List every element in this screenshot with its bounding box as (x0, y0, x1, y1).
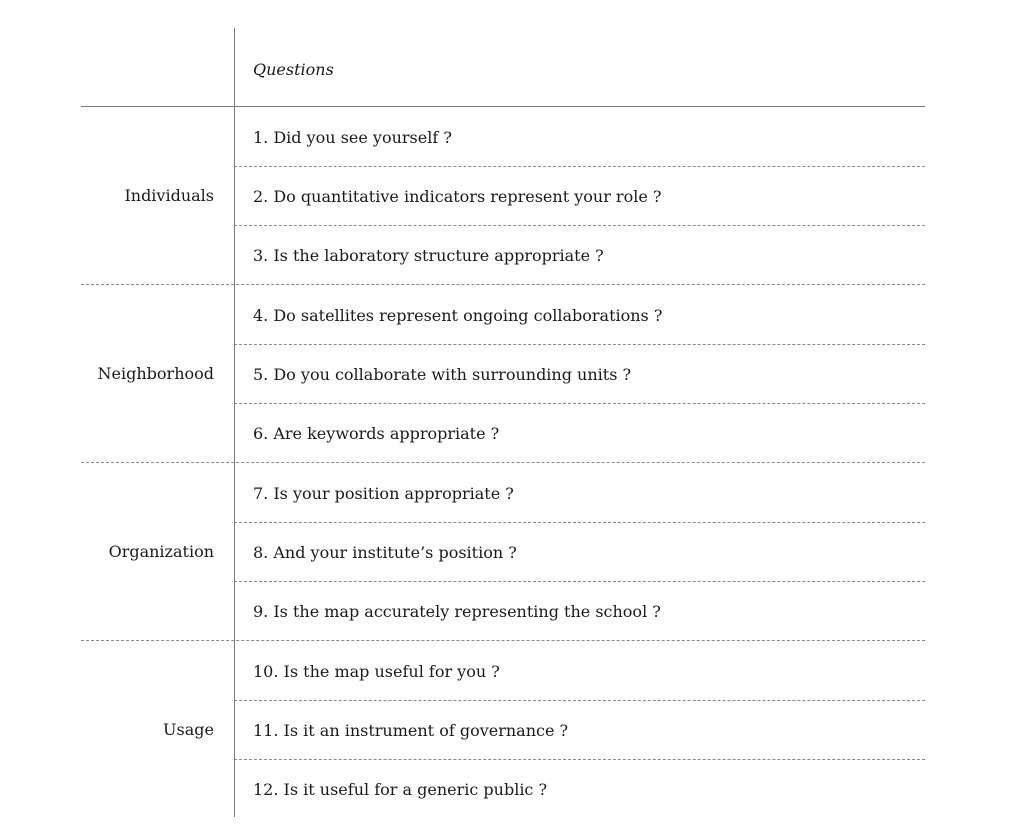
group-individuals (81, 107, 925, 285)
table-row (234, 700, 925, 760)
table-row (234, 403, 925, 462)
group-organization (81, 463, 925, 641)
question-text: 12. Is it useful for a generic public ? (253, 780, 548, 799)
question-text: 1. Did you see yourself ? (253, 128, 452, 147)
table-row (234, 759, 925, 818)
question-text: 2. Do quantitative indicators represent your role ? (253, 187, 662, 206)
table-row (234, 344, 925, 404)
group-label: Individuals (124, 186, 214, 205)
question-text: 10. Is the map useful for you ? (253, 662, 500, 681)
table-header-row (81, 28, 925, 107)
questions-column-header: Questions (253, 60, 334, 79)
question-text: 6. Are keywords appropriate ? (253, 424, 500, 443)
question-text: 7. Is your position appropriate ? (253, 484, 514, 503)
questions-table (81, 28, 925, 817)
group-usage (81, 641, 925, 819)
group-neighborhood (81, 285, 925, 463)
question-text: 5. Do you collaborate with surrounding units ? (253, 365, 632, 384)
table-row (234, 581, 925, 640)
question-text: 3. Is the laboratory structure appropriate ? (253, 246, 604, 265)
column-divider (234, 28, 235, 817)
question-text: 9. Is the map accurately representing the school ? (253, 602, 661, 621)
group-label: Neighborhood (97, 364, 214, 383)
question-text: 8. And your institute’s position ? (253, 543, 517, 562)
table-row (234, 641, 925, 701)
group-label: Organization (108, 542, 214, 561)
table-row (234, 463, 925, 523)
table-row (234, 285, 925, 345)
table-row (234, 522, 925, 582)
group-label: Usage (163, 720, 214, 739)
table-row (234, 107, 925, 167)
question-text: 11. Is it an instrument of governance ? (253, 721, 569, 740)
table-row (234, 225, 925, 284)
table-row (234, 166, 925, 226)
question-text: 4. Do satellites represent ongoing collaborations ? (253, 306, 663, 325)
